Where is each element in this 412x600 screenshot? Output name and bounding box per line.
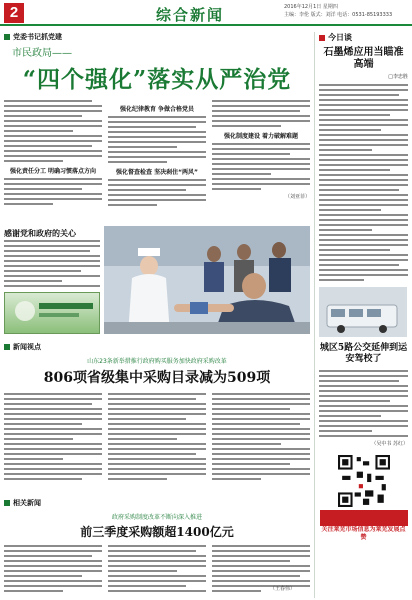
bottom-story bbox=[4, 498, 310, 595]
byline: （刘亚菲） bbox=[284, 194, 310, 200]
article-columns bbox=[4, 100, 310, 209]
news-kicker bbox=[4, 342, 310, 352]
square-bullet-icon bbox=[4, 500, 10, 506]
bottom-columns bbox=[4, 545, 310, 595]
story-kicker bbox=[4, 32, 310, 42]
follow-label: 关注莱芜市场信息为莱芜发展点赞 bbox=[321, 526, 406, 541]
square-bullet-icon bbox=[319, 35, 325, 41]
news-column-3 bbox=[212, 393, 310, 483]
promo-banner bbox=[320, 510, 408, 526]
bottom-kicker-label: 相关新闻 bbox=[13, 499, 41, 507]
city-article bbox=[319, 370, 408, 437]
square-bullet-icon bbox=[4, 344, 10, 350]
photo-story bbox=[4, 226, 310, 336]
article-column-3 bbox=[212, 100, 310, 209]
kicker-label: 党委书记抓党建 bbox=[13, 33, 62, 41]
news-subtitle: 山东23条新举措推行政府购买服务加快政府采购改革 bbox=[87, 358, 227, 365]
news-column-2 bbox=[108, 393, 206, 483]
news-column-1 bbox=[4, 393, 102, 483]
city-author: （吴中书 苏红） bbox=[371, 441, 408, 447]
news-headline: 806项省级集中采购目录减为509项 bbox=[43, 370, 271, 386]
clinic-photo bbox=[104, 226, 310, 334]
bus-photo bbox=[319, 287, 407, 337]
subhead-1: 强化责任分工 明确习惯落点方向 bbox=[9, 168, 97, 175]
news-kicker-label: 新闻视点 bbox=[13, 343, 41, 351]
footer-author: （王春伟） bbox=[270, 586, 296, 592]
sidebar-kicker-label: 今日谈 bbox=[328, 33, 352, 42]
subhead-0: 强化纪律教育 争做合格党员 bbox=[119, 106, 195, 113]
news-columns bbox=[4, 393, 310, 483]
square-bullet-icon bbox=[4, 34, 10, 40]
qr-code-icon[interactable] bbox=[338, 455, 390, 507]
city-headline: 城区5路公交延伸到运安驾校了 bbox=[319, 343, 408, 364]
sidebar-kicker bbox=[319, 32, 408, 43]
section-title: 综合新闻 bbox=[156, 6, 225, 24]
sidebar bbox=[314, 32, 408, 598]
bottom-subtitle: 政府采购制度改革不断向深入推进 bbox=[111, 514, 202, 521]
news-story bbox=[4, 342, 310, 483]
sidebar-author: □李忠胜 bbox=[388, 74, 408, 80]
subhead-2: 强化制度建设 着力破解难题 bbox=[223, 133, 299, 140]
health-poster-image bbox=[4, 292, 100, 334]
photo-caption-text bbox=[4, 240, 100, 290]
subhead-3: 强化督查检查 坚决刹住“两风” bbox=[116, 169, 198, 176]
article-column-2 bbox=[108, 100, 206, 209]
sidebar-title: 石墨烯应用当瞄准高端 bbox=[323, 47, 404, 70]
bottom-kicker bbox=[4, 498, 310, 508]
top-story bbox=[4, 32, 310, 209]
page-header bbox=[0, 0, 412, 26]
photo-caption-title: 感谢党和政府的关心 bbox=[4, 229, 76, 238]
column-subtitle: 市民政局—— bbox=[12, 48, 72, 59]
main-headline: “四个强化”落实从严治党 bbox=[22, 66, 292, 93]
article-column-1 bbox=[4, 100, 102, 209]
page-number: 2 bbox=[4, 3, 24, 23]
date-line: 2016年12月1日 星期四 bbox=[284, 4, 338, 10]
sidebar-article bbox=[319, 84, 408, 281]
editor-line: 主编：李伦 版式：刘洋 电话：0531-85193333 bbox=[284, 12, 393, 18]
bottom-column-2 bbox=[108, 545, 206, 595]
bottom-column-3 bbox=[212, 545, 310, 595]
bottom-headline: 前三季度采购额超1400亿元 bbox=[80, 525, 234, 539]
bottom-column-1 bbox=[4, 545, 102, 595]
